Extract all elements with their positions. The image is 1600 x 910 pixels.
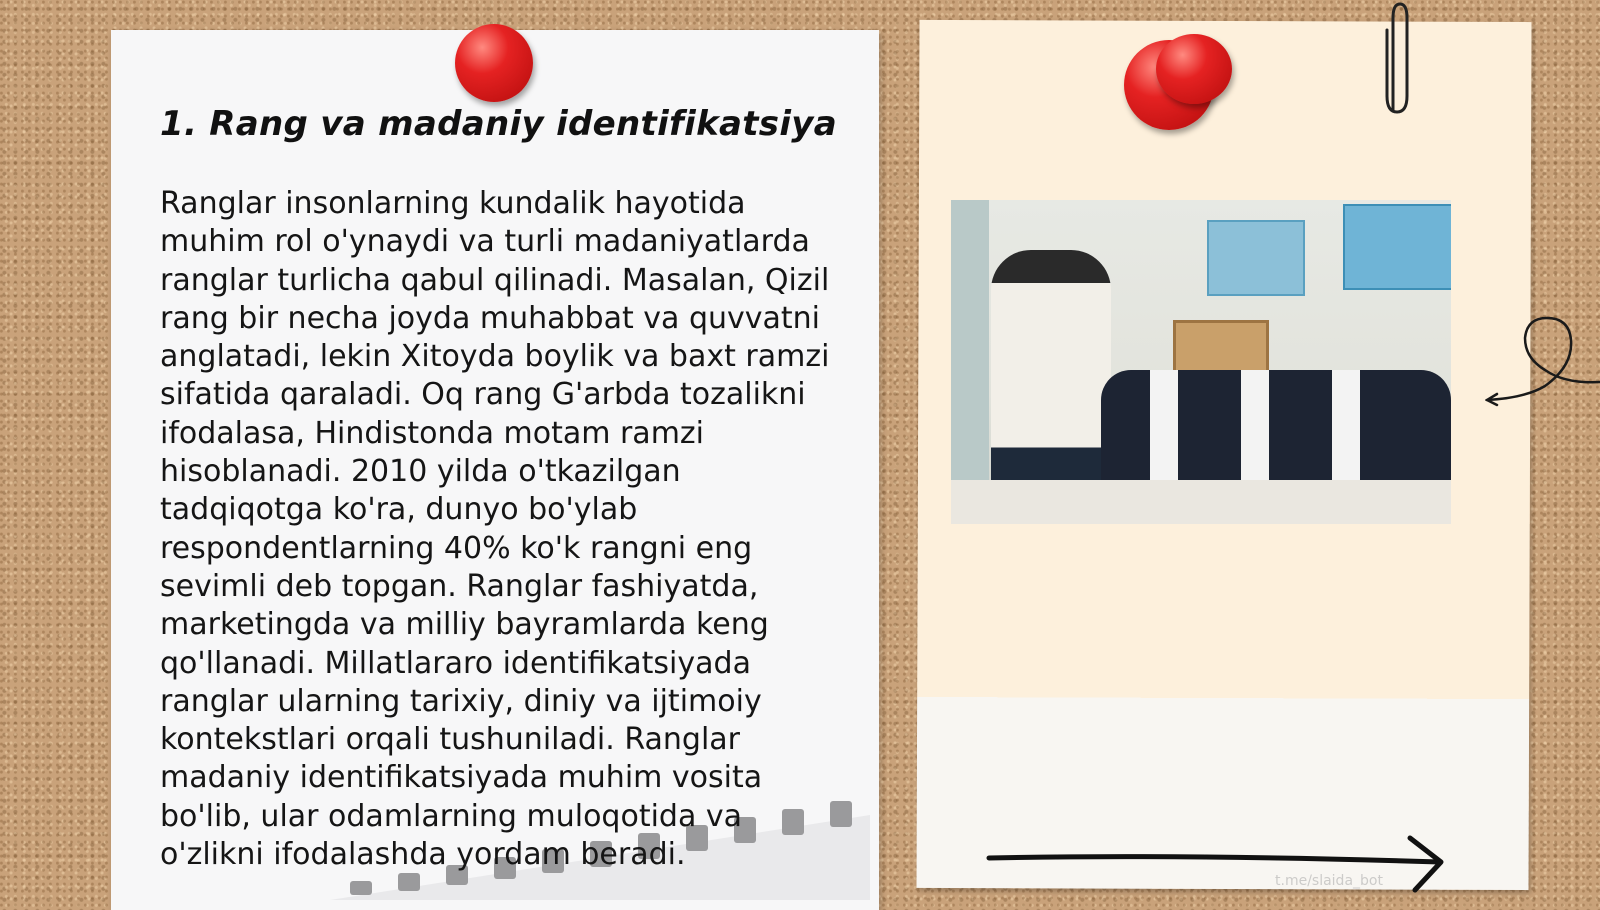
watermark-text: t.me/slaida_bot: [1275, 873, 1383, 889]
paperclip-icon: [1383, 0, 1411, 118]
wall-poster: [1207, 220, 1305, 296]
wall-poster: [1343, 204, 1451, 290]
students-figures: [1101, 370, 1451, 480]
scribble-arrow-icon: [1485, 310, 1600, 410]
red-pushpin-icon: [455, 24, 533, 102]
classroom-photo: [951, 200, 1451, 524]
red-pushpin-icon: [1156, 34, 1232, 104]
slide-title: 1. Rang va madaniy identifikatsiya: [160, 104, 837, 144]
desk: [951, 480, 1451, 524]
body-paragraph: Ranglar insonlarning kundalik hayotida muhim rol o'ynaydi va turli madaniyatlarda ranglar turlicha qabul qilinadi. Masalan, Qizil rang bir necha joyda muhabbat va quvvatni anglatadi, lekin Xitoyda boylik va baxt ramzi sifatida qaraladi. Oq rang G'arbda tozalikni ifodalasa, Hindistonda motam ramzi hisoblanadi. 2010 yilda o'tkazilgan tadqiqotga ko'ra, dunyo bo'ylab respondentlarning 40% ko'k rangni eng sevimli deb topgan. Ranglar fashiyatda, marketingda va milliy bayramlarda keng qo'llanadi. Millatlararo identifikatsiyada ranglar ularning tarixiy, diniy va ijtimoiy kontekstlari orqali tushuniladi. Ranglar madaniy identifikatsiyada muhim vosita bo'lib, ular odamlarning muloqotida va o'zlikni ifodalashda yordam beradi.: [160, 186, 830, 873]
